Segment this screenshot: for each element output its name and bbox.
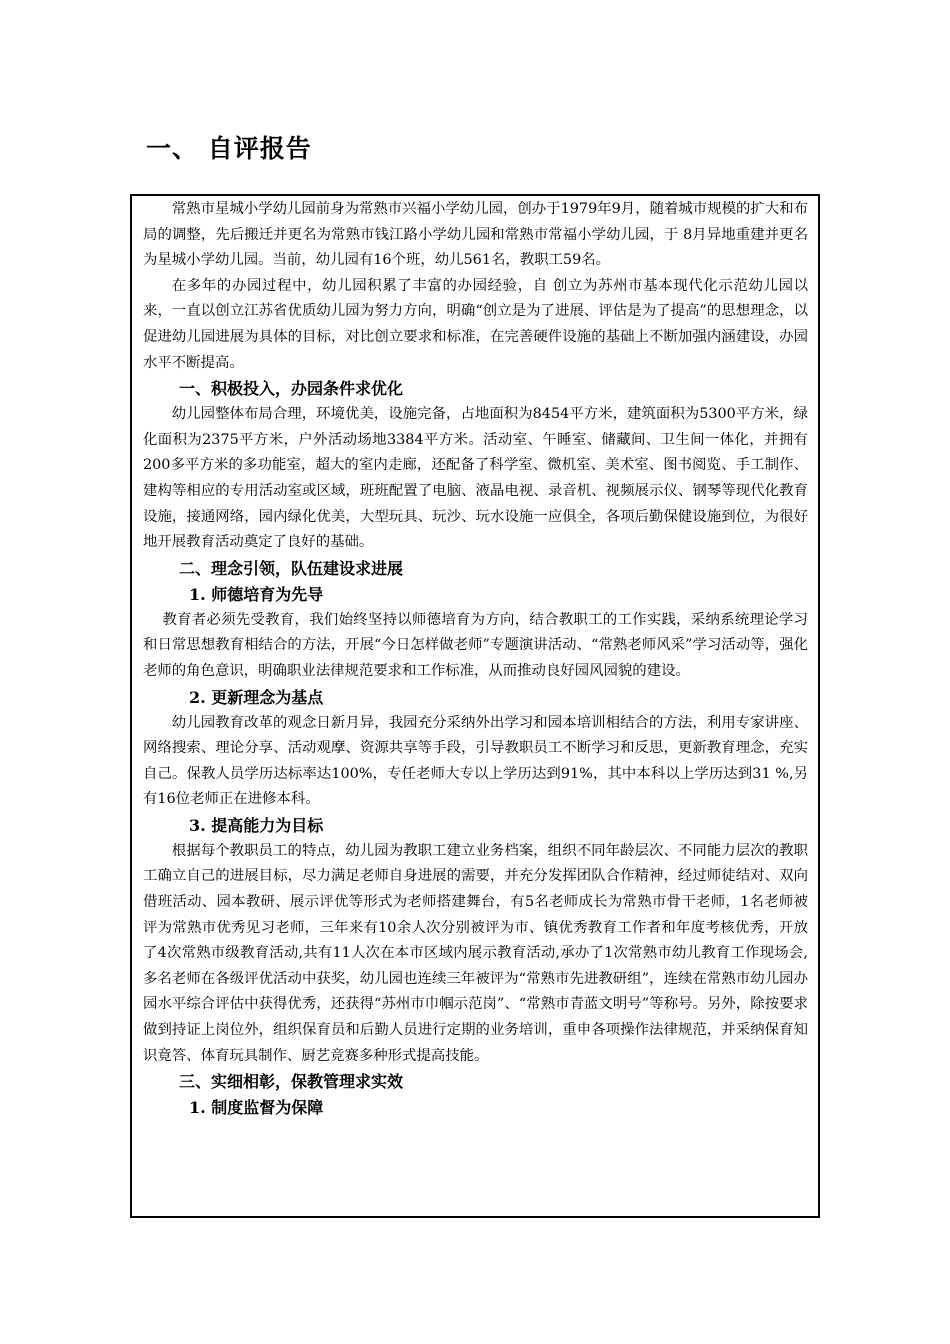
section-2-heading: 二、理念引领，队伍建设求进展 (179, 558, 404, 578)
section-3-heading: 三、实细相彰，保教管理求实效 (179, 1072, 404, 1092)
section-2-paragraph-1: 教育者必须先受教育，我们始终坚持以师德培育为方向，结合教职工的工作实践，采纳系统理论学习和日常思想教育相结合的方法，开展“今日怎样做老师”专题演讲活动、“常熟老师风采”学习活动等，强化老师的角色意识，明确职业法律规范要求和工作标准，从而推动良好园风园貌的建设。 (143, 611, 808, 679)
section-2-subheading-1: 1. 师德培育为先导 (189, 584, 324, 604)
intro-paragraph-1: 常熟市星城小学幼儿园前身为常熟市兴福小学幼儿园，创办于1979年9月，随着城市规模的扩大和布局的调整，先后搬迁并更名为常熟市钱江路小学幼儿园和常熟市常福小学幼儿园，于 8月异地重建并更名为星城小学幼儿园。当前，幼儿园有16个班，幼儿561名，教职工59名。 (143, 201, 808, 269)
section-2-paragraph-2: 幼儿园教育改革的观念日新月异，我园充分采纳外出学习和园本培训相结合的方法，利用专家讲座、网络搜索、理论分享、活动观摩、资源共享等手段，引导教职员工不断学习和反思，更新教育理念，充实自己。保教人员学历达标率达100%，专任老师大专以上学历达到91%，其中本科以上学历达到31 %,另有16位老师正在进修本科。 (143, 714, 808, 808)
intro-paragraph-2: 在多年的办园过程中，幼儿园积累了丰富的办园经验，自 创立为苏州市基本现代化示范幼儿园以来，一直以创立江苏省优质幼儿园为努力方向，明确“创立是为了进展、评估是为了提高”的思想理念，以促进幼儿园进展为具体的目标，对比创立要求和标准，在完善硬件设施的基础上不断加强内涵建设，办园水平不断提高。 (143, 277, 808, 371)
section-1-paragraph: 幼儿园整体布局合理，环境优美，设施完备，占地面积为8454平方米，建筑面积为5300平方米，绿化面积为2375平方米，户外活动场地3384平方米。活动室、午睡室、储藏间、卫生间一体化，并拥有200多平方米的多功能室，超大的室内走廊，还配备了科学室、微机室、美术室、图书阅览、手工制作、建构等相应的专用活动室或区域，班班配置了电脑、液晶电视、录音机、视频展示仪、钢琴等现代化教育设施，接通网络，园内绿化优美，大型玩具、玩沙、玩水设施一应俱全，各项后勤保健设施到位，为很好地开展教育活动奠定了良好的基础。 (143, 406, 808, 551)
section-2-subheading-2: 2. 更新理念为基点 (189, 687, 324, 707)
section-2-paragraph-3: 根据每个教职员工的特点，幼儿园为教职工建立业务档案，组织不同年龄层次、不同能力层次的教职工确立自己的进展目标，尽力满足老师自身进展的需要，并充分发挥团队合作精神，经过师徒结对、双向借班活动、园本教研、展示评优等形式为老师搭建舞台，有5名老师成长为常熟市骨干老师，1名老师被评为常熟市优秀见习老师，三年来有10余人次分别被评为市、镇优秀教育工作者和年度考核优秀，开放了4次常熟市级教育活动,共有11人次在本市区域内展示教育活动,承办了1次常熟市幼儿教育工作现场会,多名老师在各级评优活动中获奖，幼儿园也连续三年被评为“常熟市先进教研组”，连续在常熟市幼儿园办园水平综合评估中获得优秀，还获得“苏州市巾帼示范岗”、“常熟市青蓝文明号”等称号。另外，除按要求做到持证上岗位外，组织保育员和后勤人员进行定期的业务培训，重申各项操作法律规范，并采纳保育知识竟答、体育玩具制作、厨艺竞赛多种形式提高技能。 (143, 842, 808, 1064)
report-box (130, 194, 820, 1218)
section-1-heading: 一、积极投入，办园条件求优化 (179, 379, 404, 399)
section-3-subheading-1: 1. 制度监督为保障 (189, 1098, 324, 1118)
page-title: 一、 自评报告 (146, 134, 312, 163)
section-2-subheading-3: 3. 提高能力为目标 (189, 815, 324, 835)
